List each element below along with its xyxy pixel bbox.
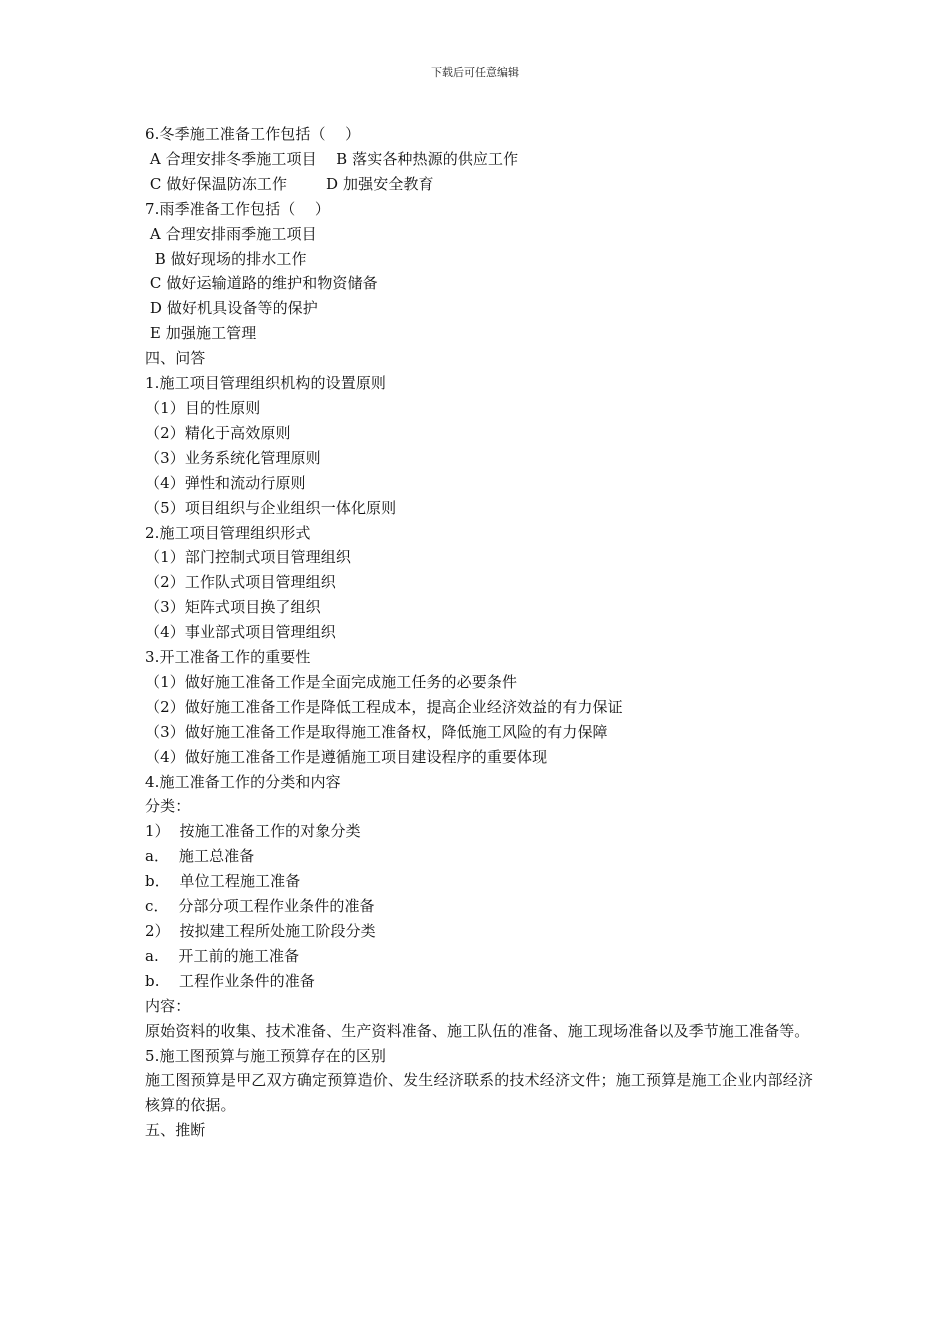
qa-4-class-2: 2） 按拟建工程所处施工阶段分类 xyxy=(145,922,376,940)
qa-4-class-1: 1） 按施工准备工作的对象分类 xyxy=(145,822,361,841)
question-7: 7.雨季准备工作包括（ ） xyxy=(145,199,330,218)
qa-1-item-2: （2）精化于高效原则 xyxy=(145,423,291,442)
qa-1-title: 1.施工项目管理组织机构的设置原则 xyxy=(145,374,387,393)
section-heading-judgement: 五、推断 xyxy=(145,1121,206,1140)
qa-4-content-label: 内容： xyxy=(145,996,191,1015)
qa-4-class-1-b: b． 单位工程施工准备 xyxy=(145,872,301,891)
section-heading-qa: 四、问答 xyxy=(145,349,206,368)
qa-3-title: 3.开工准备工作的重要性 xyxy=(145,648,311,667)
qa-1-item-4: （4）弹性和流动行原则 xyxy=(145,473,306,492)
qa-2-item-2: （2）工作队式项目管理组织 xyxy=(145,573,336,592)
qa-5-answer-paragraph: 施工图预算是甲乙双方确定预算造价、发生经济联系的技术经济文件；施工预算是施工企业内部经济核算的依据。 xyxy=(145,1071,813,1115)
qa-1-item-5: （5）项目组织与企业组织一体化原则 xyxy=(145,498,397,517)
qa-2-item-4: （4）事业部式项目管理组织 xyxy=(145,623,336,642)
qa-4-class-1-a: a． 施工总准备 xyxy=(145,847,255,866)
qa-2-item-1: （1）部门控制式项目管理组织 xyxy=(145,548,351,567)
q7-option-b: B 做好现场的排水工作 xyxy=(145,249,307,268)
qa-2-item-3: （3）矩阵式项目换了组织 xyxy=(145,598,321,617)
qa-2-title: 2.施工项目管理组织形式 xyxy=(145,523,311,542)
q7-option-d: D 做好机具设备等的保护 xyxy=(145,299,318,318)
qa-4-content-paragraph: 原始资料的收集、技术准备、生产资料准备、施工队伍的准备、施工现场准备以及季节施工准备等。 xyxy=(145,1021,810,1040)
qa-4-classification-label: 分类： xyxy=(145,797,191,816)
qa-5-title: 5.施工图预算与施工预算存在的区别 xyxy=(145,1046,387,1065)
q6-options-cd: C 做好保温防冻工作 D 加强安全教育 xyxy=(145,174,434,193)
q7-option-a: A 合理安排雨季施工项目 xyxy=(145,224,317,243)
q7-option-c: C 做好运输道路的维护和物资储备 xyxy=(145,274,378,293)
qa-1-item-3: （3）业务系统化管理原则 xyxy=(145,448,321,467)
qa-4-class-2-a: a. 开工前的施工准备 xyxy=(145,946,300,965)
q6-options-ab: A 合理安排冬季施工项目 B 落实各种热源的供应工作 xyxy=(145,149,519,168)
qa-3-item-3: （3）做好施工准备工作是取得施工准备权，降低施工风险的有力保障 xyxy=(145,722,608,741)
qa-4-class-2-b: b. 工程作业条件的准备 xyxy=(145,971,315,990)
page-header: 下载后可任意编辑 xyxy=(431,66,519,79)
qa-1-item-1: （1）目的性原则 xyxy=(145,398,261,417)
qa-3-item-2: （2）做好施工准备工作是降低工程成本，提高企业经济效益的有力保证 xyxy=(145,697,623,716)
qa-4-title: 4.施工准备工作的分类和内容 xyxy=(145,772,341,791)
qa-3-item-4: （4）做好施工准备工作是遵循施工项目建设程序的重要体现 xyxy=(145,747,548,766)
qa-4-class-1-c: c． 分部分项工程作业条件的准备 xyxy=(145,897,375,916)
qa-3-item-1: （1）做好施工准备工作是全面完成施工任务的必要条件 xyxy=(145,672,518,691)
question-6: 6.冬季施工准备工作包括（ ） xyxy=(145,125,361,143)
q7-option-e: E 加强施工管理 xyxy=(145,324,257,343)
document-body xyxy=(145,122,813,1143)
